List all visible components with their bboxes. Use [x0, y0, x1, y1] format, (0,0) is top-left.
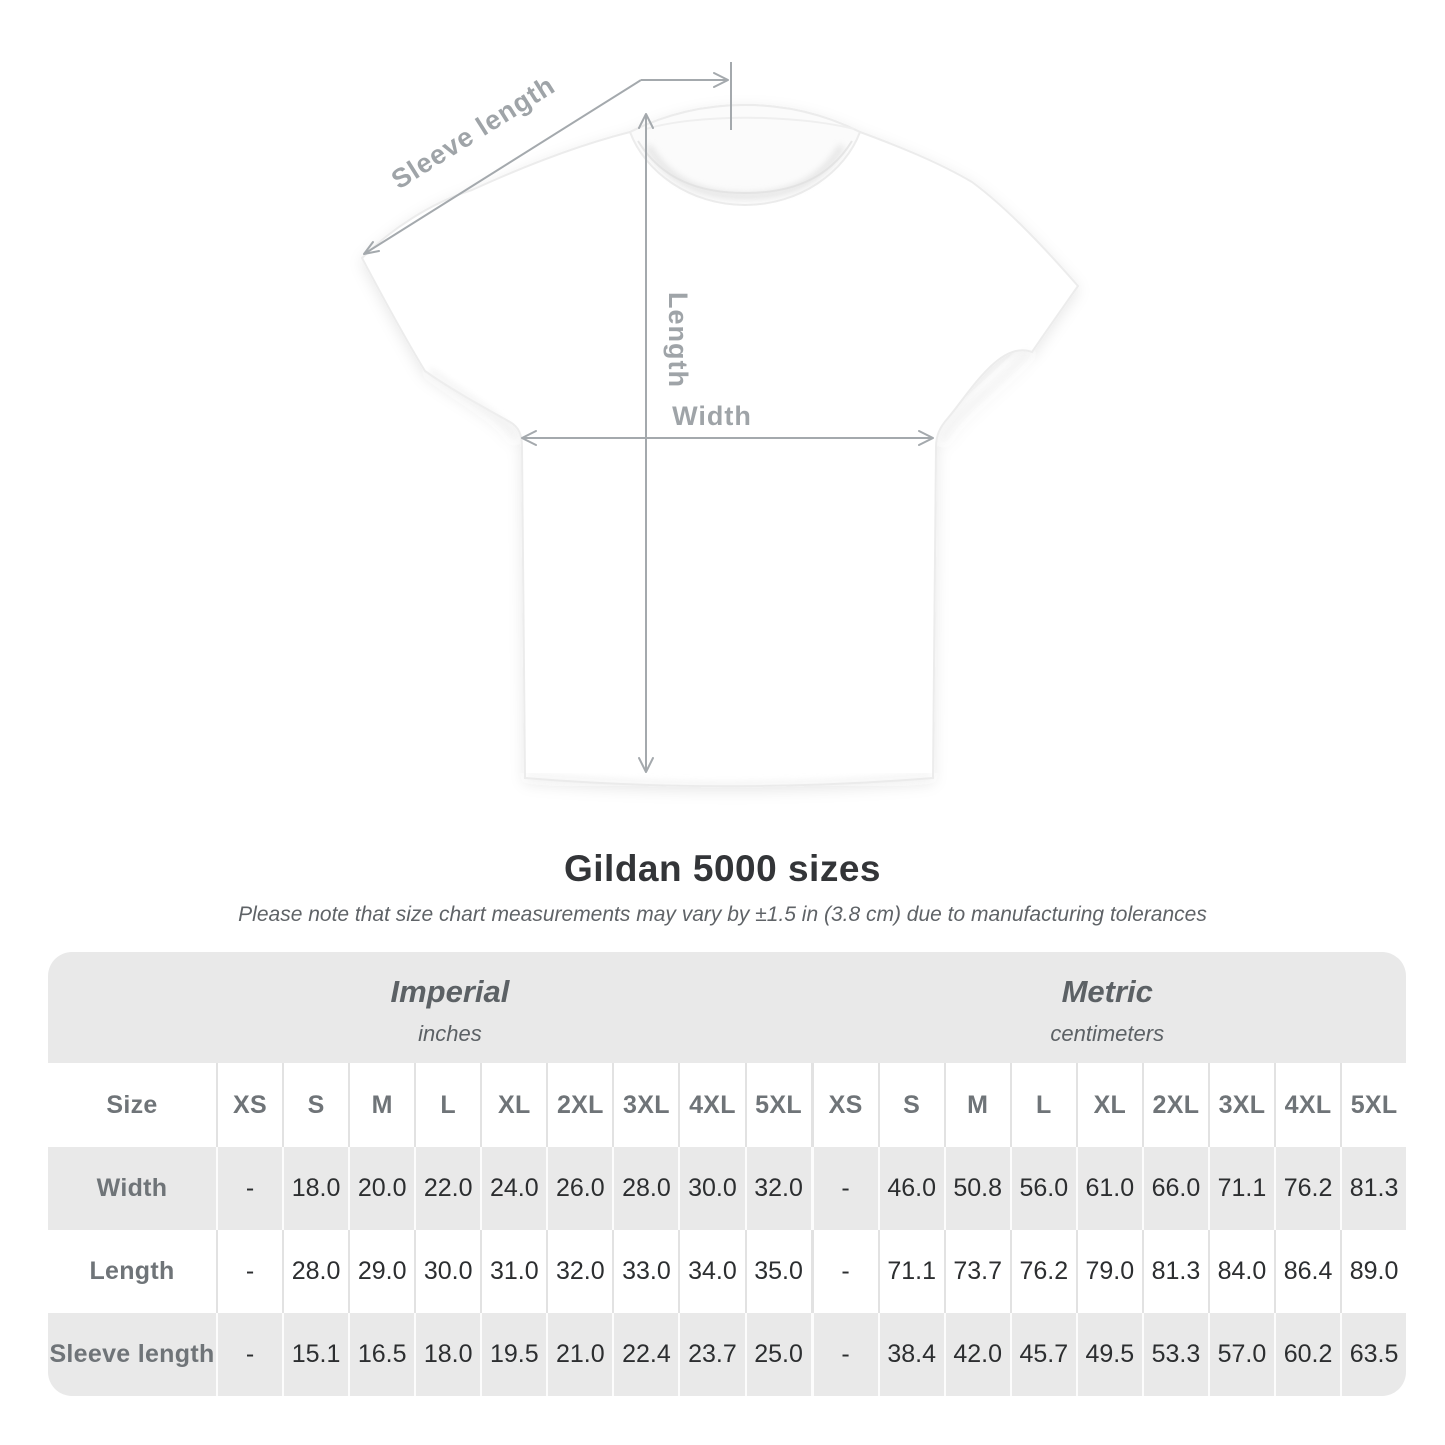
- imperial-section-header: [391, 974, 510, 1047]
- cell-sleeve-length-imperial-m: 16.5: [348, 1313, 414, 1396]
- cell-length-metric-s: 71.1: [878, 1230, 944, 1313]
- cell-sleeve-length-imperial-3xl: 22.4: [612, 1313, 678, 1396]
- size-table: [48, 952, 1406, 1396]
- cell-width-metric-5xl: 81.3: [1340, 1147, 1406, 1230]
- cell-length-metric-4xl: 86.4: [1274, 1230, 1340, 1313]
- cell-width-metric-m: 50.8: [944, 1147, 1010, 1230]
- table-row-width: [48, 1147, 1406, 1230]
- cell-width-metric-s: 46.0: [878, 1147, 944, 1230]
- cell-width-imperial-s: 18.0: [282, 1147, 348, 1230]
- sleeve-length-label: Sleeve length: [386, 69, 561, 195]
- cell-sleeve-length-imperial-xs: -: [216, 1313, 282, 1396]
- column-header-metric-l: L: [1010, 1063, 1076, 1147]
- cell-width-imperial-l: 22.0: [414, 1147, 480, 1230]
- cell-width-metric-xs: -: [811, 1147, 878, 1230]
- cell-length-imperial-s: 28.0: [282, 1230, 348, 1313]
- cell-length-imperial-l: 30.0: [414, 1230, 480, 1313]
- cell-length-imperial-3xl: 33.0: [612, 1230, 678, 1313]
- row-label-sleeve-length: Sleeve length: [49, 1340, 215, 1368]
- column-header-imperial-3xl: 3XL: [612, 1063, 678, 1147]
- size-table-grid: [48, 1063, 1406, 1396]
- cell-sleeve-length-imperial-l: 18.0: [414, 1313, 480, 1396]
- cell-length-imperial-5xl: 35.0: [745, 1230, 811, 1313]
- tshirt-graphic: [362, 105, 1078, 786]
- column-header-metric-3xl: 3XL: [1208, 1063, 1274, 1147]
- cell-length-metric-2xl: 81.3: [1142, 1230, 1208, 1313]
- cell-width-imperial-4xl: 30.0: [678, 1147, 744, 1230]
- column-header-metric-m: M: [944, 1063, 1010, 1147]
- cell-width-metric-xl: 61.0: [1076, 1147, 1142, 1230]
- cell-length-imperial-m: 29.0: [348, 1230, 414, 1313]
- column-header-imperial-xs: XS: [216, 1063, 282, 1147]
- cell-sleeve-length-imperial-2xl: 21.0: [546, 1313, 612, 1396]
- length-label: Length: [663, 292, 693, 388]
- cell-width-metric-2xl: 66.0: [1142, 1147, 1208, 1230]
- column-header-imperial-2xl: 2XL: [546, 1063, 612, 1147]
- size-header-row: [48, 1063, 1406, 1147]
- cell-sleeve-length-metric-m: 42.0: [944, 1313, 1010, 1396]
- cell-sleeve-length-imperial-5xl: 25.0: [745, 1313, 811, 1396]
- table-row-sleeve-length: [48, 1313, 1406, 1396]
- cell-sleeve-length-metric-s: 38.4: [878, 1313, 944, 1396]
- column-header-imperial-l: L: [414, 1063, 480, 1147]
- cell-length-metric-xs: -: [811, 1230, 878, 1313]
- column-header-metric-s: S: [878, 1063, 944, 1147]
- column-header-metric-2xl: 2XL: [1142, 1063, 1208, 1147]
- cell-sleeve-length-metric-2xl: 53.3: [1142, 1313, 1208, 1396]
- cell-length-metric-l: 76.2: [1010, 1230, 1076, 1313]
- metric-title: Metric: [1061, 974, 1153, 1009]
- cell-sleeve-length-metric-xs: -: [811, 1313, 878, 1396]
- cell-width-metric-3xl: 71.1: [1208, 1147, 1274, 1230]
- cell-sleeve-length-imperial-4xl: 23.7: [678, 1313, 744, 1396]
- page-title: Gildan 5000 sizes: [563, 848, 881, 889]
- metric-unit: centimeters: [1050, 1021, 1165, 1046]
- cell-sleeve-length-imperial-s: 15.1: [282, 1313, 348, 1396]
- column-header-imperial-4xl: 4XL: [678, 1063, 744, 1147]
- cell-sleeve-length-metric-xl: 49.5: [1076, 1313, 1142, 1396]
- cell-width-imperial-xl: 24.0: [480, 1147, 546, 1230]
- size-column-header: Size: [106, 1090, 158, 1119]
- column-header-metric-xs: XS: [811, 1063, 878, 1147]
- cell-width-imperial-m: 20.0: [348, 1147, 414, 1230]
- cell-width-metric-l: 56.0: [1010, 1147, 1076, 1230]
- cell-length-metric-xl: 79.0: [1076, 1230, 1142, 1313]
- row-label-length: Length: [89, 1257, 175, 1285]
- width-label: Width: [672, 401, 752, 431]
- title-block: [0, 848, 1445, 927]
- column-header-imperial-xl: XL: [480, 1063, 546, 1147]
- cell-sleeve-length-metric-5xl: 63.5: [1340, 1313, 1406, 1396]
- column-header-imperial-5xl: 5XL: [745, 1063, 811, 1147]
- cell-length-metric-5xl: 89.0: [1340, 1230, 1406, 1313]
- cell-width-imperial-3xl: 28.0: [612, 1147, 678, 1230]
- cell-length-metric-m: 73.7: [944, 1230, 1010, 1313]
- cell-width-imperial-2xl: 26.0: [546, 1147, 612, 1230]
- cell-length-imperial-xs: -: [216, 1230, 282, 1313]
- column-header-imperial-s: S: [282, 1063, 348, 1147]
- cell-length-imperial-xl: 31.0: [480, 1230, 546, 1313]
- cell-length-imperial-4xl: 34.0: [678, 1230, 744, 1313]
- row-label-width: Width: [96, 1174, 168, 1202]
- cell-width-imperial-5xl: 32.0: [745, 1147, 811, 1230]
- cell-length-imperial-2xl: 32.0: [546, 1230, 612, 1313]
- metric-section-header: [1050, 974, 1164, 1047]
- units-header-band: [48, 952, 1406, 1063]
- column-header-metric-5xl: 5XL: [1340, 1063, 1406, 1147]
- cell-width-metric-4xl: 76.2: [1274, 1147, 1340, 1230]
- imperial-title: Imperial: [390, 974, 510, 1009]
- cell-sleeve-length-metric-l: 45.7: [1010, 1313, 1076, 1396]
- column-header-metric-4xl: 4XL: [1274, 1063, 1340, 1147]
- cell-sleeve-length-metric-3xl: 57.0: [1208, 1313, 1274, 1396]
- cell-width-imperial-xs: -: [216, 1147, 282, 1230]
- cell-sleeve-length-imperial-xl: 19.5: [480, 1313, 546, 1396]
- tolerance-note: Please note that size chart measurements may vary by ±1.5 in (3.8 cm) due to manufacturing tolerances: [238, 903, 1207, 926]
- cell-sleeve-length-metric-4xl: 60.2: [1274, 1313, 1340, 1396]
- imperial-unit: inches: [418, 1021, 482, 1046]
- table-row-length: [48, 1230, 1406, 1313]
- column-header-metric-xl: XL: [1076, 1063, 1142, 1147]
- column-header-imperial-m: M: [348, 1063, 414, 1147]
- cell-length-metric-3xl: 84.0: [1208, 1230, 1274, 1313]
